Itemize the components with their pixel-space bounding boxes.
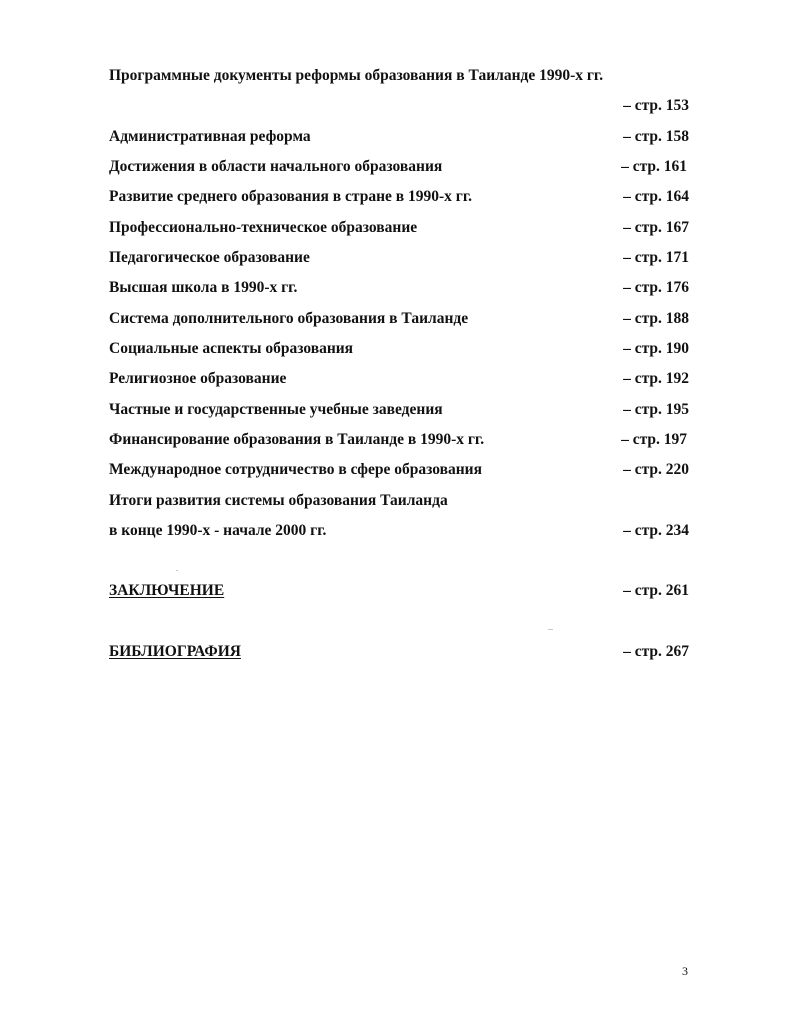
toc-entry-page: – стр. 234 <box>623 522 689 539</box>
scan-speck <box>548 629 553 630</box>
toc-entry-title: Педагогическое образование <box>109 249 310 266</box>
toc-entry-page: – стр. 161 <box>621 158 687 175</box>
toc-section-page: – стр. 267 <box>623 643 689 660</box>
scan-speck <box>176 570 178 571</box>
toc-entry-title: Финансирование образования в Таиланде в 1990-х гг. <box>109 431 485 448</box>
toc-entry-page: – стр. 192 <box>623 370 689 387</box>
toc-entry-page: – стр. 195 <box>623 401 689 418</box>
toc-entry-title: Профессионально-техническое образование <box>109 219 418 236</box>
toc-entry-page: – стр. 188 <box>623 310 689 327</box>
toc-entry-title: Итоги развития системы образования Таиланда <box>109 492 448 509</box>
toc-entry-title: Достижения в области начального образования <box>109 158 443 175</box>
toc-section-conclusion: ЗАКЛЮЧЕНИЕ <box>109 582 225 599</box>
toc-entry-title: Социальные аспекты образования <box>109 340 354 357</box>
toc-entry-title: Система дополнительного образования в Таиланде <box>109 310 469 327</box>
toc-entry-title: Религиозное образование <box>109 370 287 387</box>
toc-entry-page: – стр. 158 <box>623 128 689 145</box>
toc-entry-title: Административная реформа <box>109 128 311 145</box>
toc-section-bibliography: БИБЛИОГРАФИЯ <box>109 643 241 660</box>
toc-entry-title: Высшая школа в 1990-х гг. <box>109 279 298 296</box>
toc-entry-page: – стр. 190 <box>623 340 689 357</box>
toc-entry-title: Частные и государственные учебные заведения <box>109 401 443 418</box>
toc-entry-page: – стр. 197 <box>621 431 687 448</box>
toc-entry-page: – стр. 164 <box>623 188 689 205</box>
toc-entry-title: Программные документы реформы образования в Таиланде 1990-х гг. <box>109 67 604 84</box>
toc-entry-page: – стр. 153 <box>623 97 689 114</box>
toc-entry-page: – стр. 167 <box>623 219 689 236</box>
page-number: 3 <box>682 964 688 978</box>
toc-section-page: – стр. 261 <box>623 582 689 599</box>
toc-entry-title: Международное сотрудничество в сфере образования <box>109 461 482 478</box>
toc-entry-page: – стр. 176 <box>623 279 689 296</box>
toc-entry-page: – стр. 220 <box>623 461 689 478</box>
toc-entry-page: – стр. 171 <box>623 249 689 266</box>
toc-entry-title-continued: в конце 1990-х - начале 2000 гг. <box>109 522 327 539</box>
toc-entry-title: Развитие среднего образования в стране в 1990-х гг. <box>109 188 472 205</box>
